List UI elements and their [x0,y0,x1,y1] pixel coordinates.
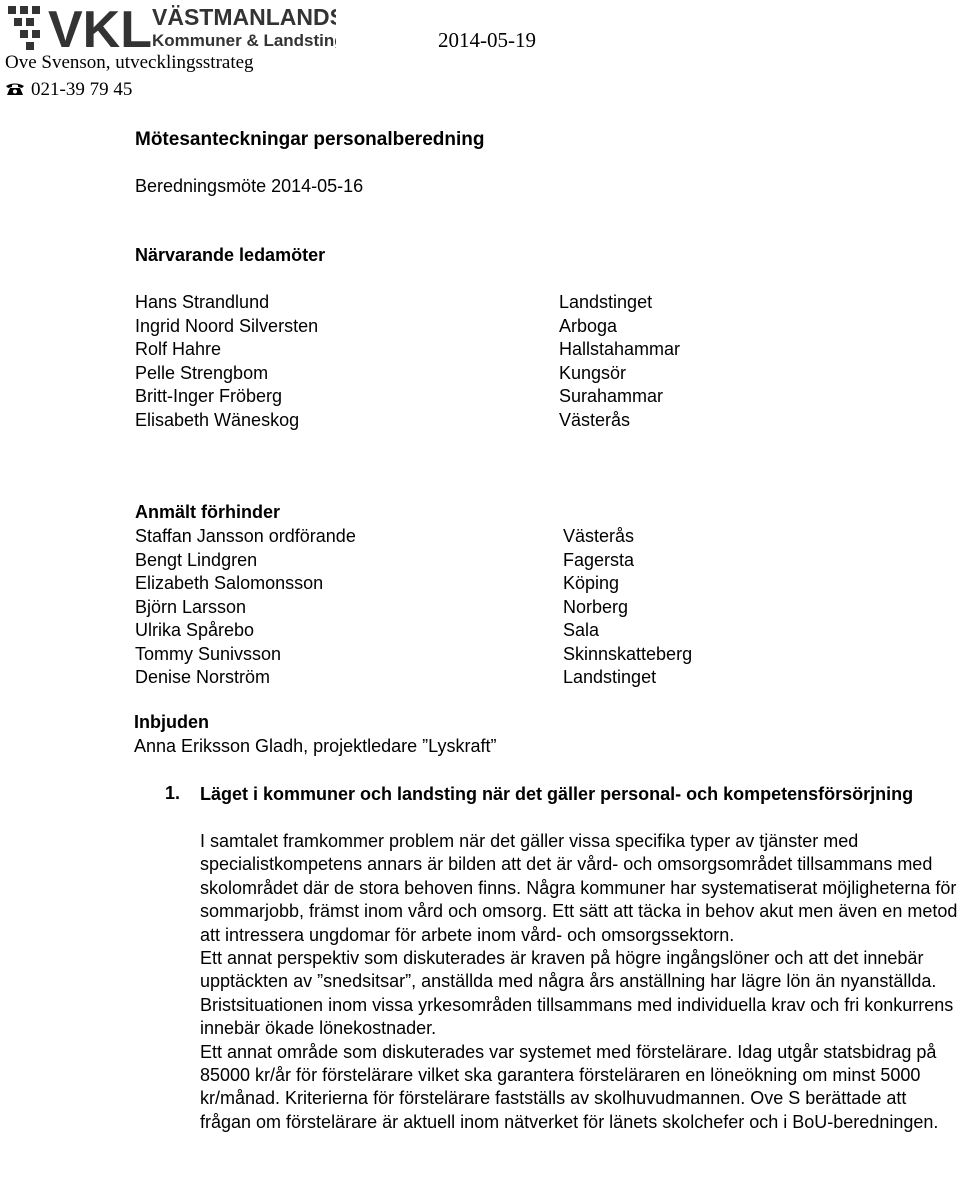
header-date: 2014-05-19 [438,28,536,52]
item-paragraph: I samtalet framkommer problem när det gäller vissa specifika typer av tjänster med specialistkompetens annars är bilden att det är vård- och omsorgsområdet tillsammans med skolområdet där de stora behoven finns. Några kommuner har systematiserat möjligheterna för sommarjobb, främst inom vård och omsorg. Ett sätt att täcka in behov akut men även en metod att intressera ungdomar för arbete inom vård- och omsorgssektorn. [200,831,958,945]
present-places-list [559,291,680,432]
present-member-name: Rolf Hahre [135,339,222,359]
phone-number: 021-39 79 45 [31,79,133,100]
absent-places-list [563,525,692,690]
present-member-name: Hans Strandlund [135,292,270,312]
logo-line-1: VÄSTMANLANDS [152,4,336,30]
absent-member-name: Ulrika Spårebo [135,620,255,640]
absent-names-list [135,525,356,690]
absent-member-place: Norberg [563,596,629,617]
vkl-logo-graphic [6,2,336,52]
meeting-line: Beredningsmöte 2014-05-16 [135,176,364,196]
absent-member-place: Västerås [563,526,635,546]
absent-member-place: Sala [563,620,600,640]
invited-text: Anna Eriksson Gladh, projektledare ”Lyskraft” [134,736,497,756]
logo-letters: VKL [48,2,152,52]
present-member-name: Ingrid Noord Silversten [135,315,319,336]
absent-member-name: Denise Norström [135,667,271,687]
item-heading: Läget i kommuner och landsting när det gäller personal- och kompetensförsörjning [200,784,914,804]
absent-member-place: Köping [563,573,620,593]
vkl-logo [6,2,336,52]
present-member-place: Västerås [559,409,631,430]
absent-member-place: Landstinget [563,667,657,687]
present-names-list [135,291,318,432]
absent-member-place: Fagersta [563,549,635,570]
absent-member-name: Tommy Sunivsson [135,643,282,664]
absent-member-name: Staffan Jansson ordförande [135,526,356,546]
checker-mark-icon [8,6,40,50]
absent-heading: Anmält förhinder [135,502,281,522]
present-member-name: Britt-Inger Fröberg [135,386,283,406]
item-paragraph: Ett annat perspektiv som diskuterades är kraven på högre ingångslöner och att det innebär upptäckten av ”snedsitsar”, anställda med några års anställning har lägre lön än nyanställda. Bristsituationen inom vissa yrkesområden tillsammans med individuella krav och fri konkurrens innebär ökade lönekostnader. [200,948,954,1039]
item-body [200,830,960,1134]
present-member-place: Landstinget [559,292,653,312]
telephone-icon [5,82,25,96]
absent-member-name: Bengt Lindgren [135,549,258,570]
absent-member-place: Skinnskatteberg [563,643,693,664]
present-member-place: Hallstahammar [559,339,681,359]
present-member-place: Kungsör [559,362,627,383]
present-member-name: Elisabeth Wäneskog [135,409,300,430]
present-heading: Närvarande ledamöter [135,245,326,265]
absent-member-name: Björn Larsson [135,596,247,617]
item-number: 1. [165,783,181,803]
present-member-place: Arboga [559,315,618,336]
document-title: Mötesanteckningar personalberedning [135,129,485,150]
present-member-name: Pelle Strengbom [135,362,269,383]
author-line: Ove Svenson, utvecklingsstrateg [5,52,254,73]
phone-line [5,79,132,101]
logo-line-2: Kommuner & Landsting [152,31,336,50]
present-member-place: Surahammar [559,386,664,406]
absent-member-name: Elizabeth Salomonsson [135,573,324,593]
item-paragraph: Ett annat område som diskuterades var systemet med förstelärare. Idag utgår statsbidrag på 85000 kr/år för förstelärare vilket ska garantera försteläraren en löneökning om minst 5000 kr/månad. Kriterierna för förstelärare fastställs av skolhuvudmannen. Ove S berättade att frågan om förstelärare är aktuell inom nätverket för länets skolchefer och i BoU-beredningen. [200,1041,939,1132]
invited-heading: Inbjuden [134,712,209,732]
